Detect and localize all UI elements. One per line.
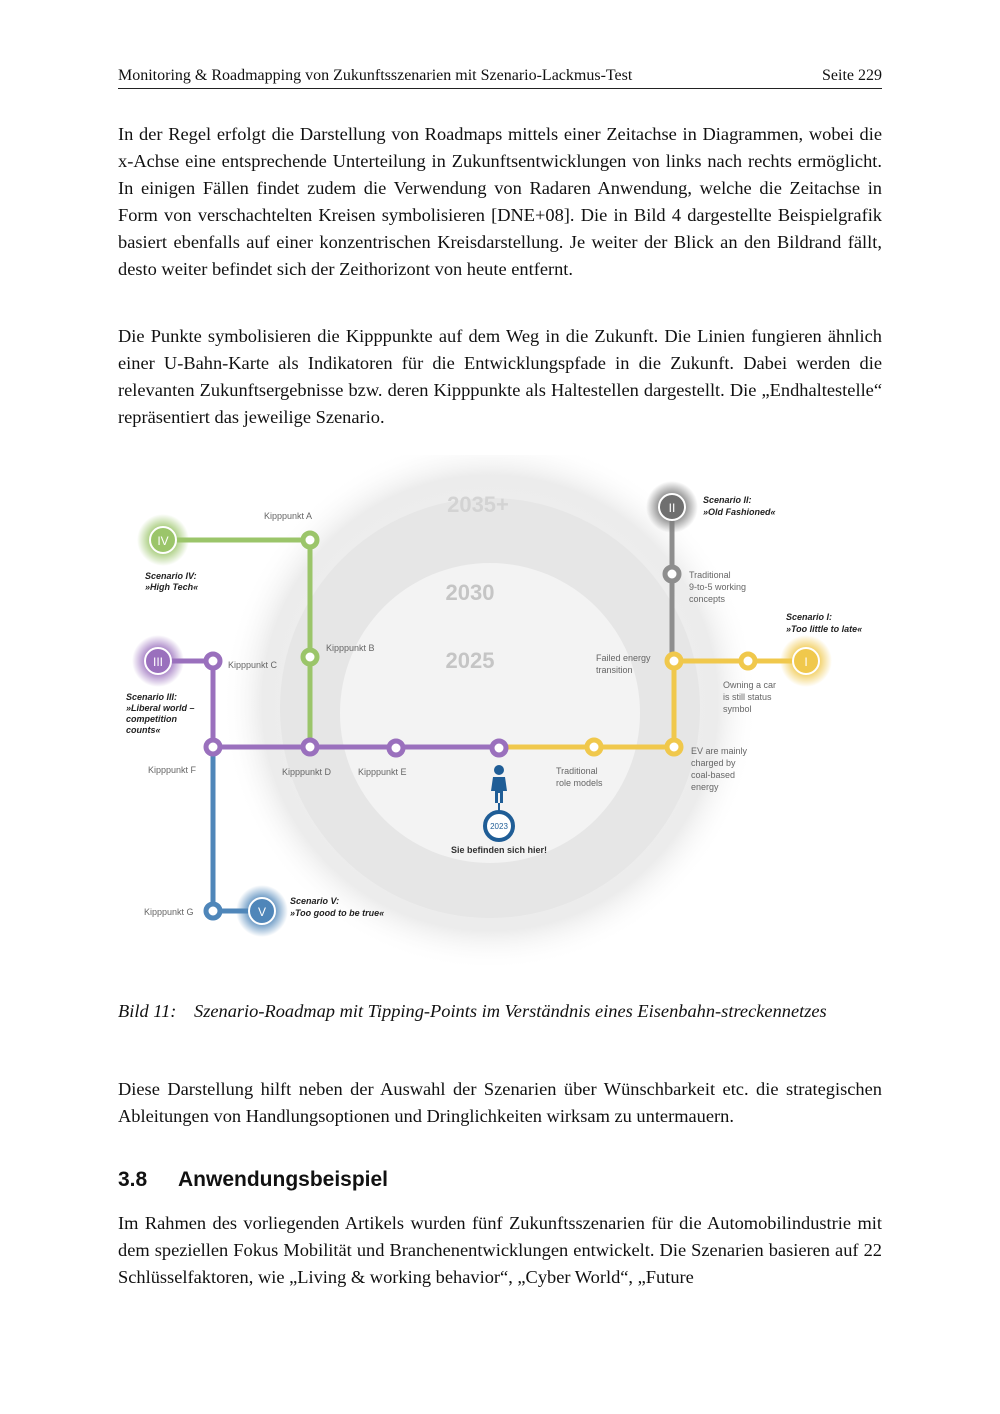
scenario-iii-numeral: III: [152, 655, 164, 669]
station-kipppunkt-e: [389, 741, 403, 755]
label-kipppunkt-e: Kipppunkt E: [358, 767, 407, 777]
label-kipppunkt-f: Kipppunkt F: [148, 765, 197, 775]
label-car-2: is still status: [723, 692, 772, 702]
label-working-1: Traditional: [689, 570, 731, 580]
roadmap-svg: [118, 455, 882, 965]
station-kipppunkt-b: [303, 650, 317, 664]
scenario-iv-title: Scenario IV:: [145, 571, 197, 581]
running-header: [118, 66, 882, 89]
scenario-iii-line2: competition: [126, 714, 177, 724]
ring-label-2025: 2025: [445, 648, 495, 673]
label-ev-3: coal-based: [691, 770, 736, 780]
paragraph-tipping-points: Die Punkte symbolisieren die Kipppunkte auf dem Weg in die Zukunft. Die Linien fungieren ähnlich einer U-Bahn-Karte als Indikatoren für die Entwicklungspfade in die Zukunft. Dabei werden die relevanten Zukunftsergebnisse bzw. deren Kipppunkte als Haltestellen dargestellt. Die „Endhaltestelle“ repräsentiert das jeweilige Szenario.: [118, 326, 882, 427]
station-kipppunkt-d: [303, 740, 317, 754]
paragraph-application-example: Im Rahmen des vorliegenden Artikels wurden fünf Zukunftsszenarien für die Automobilindustrie mit dem speziellen Fokus Mobilität und Branchenentwicklungen entwickelt. Die Szenarien basieren auf 22 Schlüsselfaktoren, wie „Living & working behavior“, „Cyber World“, „Future: [118, 1213, 882, 1287]
scenario-i-numeral: I: [804, 655, 808, 669]
label-kipppunkt-a: Kipppunkt A: [263, 511, 313, 521]
label-energy-2: transition: [596, 665, 633, 675]
label-ev-2: charged by: [691, 758, 736, 768]
label-kipppunkt-d: Kipppunkt D: [282, 767, 332, 777]
caption-text: Szenario-Roadmap mit Tipping-Points im Verständnis eines Eisenbahn-streckennetzes: [194, 1001, 827, 1021]
scenario-iii-line3: counts«: [126, 725, 161, 735]
label-working-2: 9-to-5 working: [689, 582, 747, 592]
station-kipppunkt-c: [206, 654, 220, 668]
label-kipppunkt-b: Kipppunkt B: [326, 643, 375, 653]
station-ev-coal: [667, 740, 681, 754]
label-car-1: Owning a car: [723, 680, 777, 690]
scenario-v-subtitle: »Too good to be true«: [290, 908, 385, 918]
year-2023-label: 2023: [490, 822, 508, 831]
station-present: [492, 741, 506, 755]
header-title: Monitoring & Roadmapping von Zukunftsszenarien mit Szenario-Lackmus-Test: [118, 67, 633, 84]
label-traditional-role-1: Traditional: [556, 766, 598, 776]
scenario-iv-subtitle: »High Tech«: [145, 582, 199, 592]
ring-label-2030: 2030: [445, 580, 495, 605]
label-kipppunkt-c: Kipppunkt C: [228, 660, 278, 670]
scenario-iii-title: Scenario III:: [126, 692, 178, 702]
station-failed-energy: [667, 654, 681, 668]
station-kipppunkt-g: [206, 904, 220, 918]
label-ev-4: energy: [691, 782, 719, 792]
label-energy-1: Failed energy: [596, 653, 651, 663]
scenario-roadmap-figure: [118, 455, 882, 965]
scenario-v-title: Scenario V:: [290, 896, 340, 906]
you-are-here-label: Sie befinden sich hier!: [450, 845, 548, 855]
station-traditional-working: [665, 567, 679, 581]
scenario-v-numeral: V: [257, 905, 267, 919]
label-kipppunkt-g: Kipppunkt G: [144, 907, 194, 917]
scenario-iii-line1: »Liberal world –: [126, 703, 195, 713]
caption-label: Bild 11:: [118, 1001, 177, 1021]
scenario-i-subtitle: »Too little to late«: [786, 624, 863, 634]
label-ev-1: EV are mainly: [691, 746, 748, 756]
scenario-ii-title: Scenario II:: [703, 495, 752, 505]
station-traditional-role-models: [587, 740, 601, 754]
paragraph-roadmap-intro: In der Regel erfolgt die Darstellung von Roadmaps mittels einer Zeitachse in Diagrammen, wobei die x-Achse eine entsprechende Unterteilung in Zukunftsentwicklungen von links nach rechts ermöglicht. In einigen Fällen findet zudem die Verwendung von Radaren Anwendung, welche die Zeitachse in Form von verschachtelten Kreisen symbolisieren [DNE+08]. Die in Bild 4 dargestellte Beispielgrafik basiert ebenfalls auf einer konzentrischen Kreisdarstellung. Je weiter der Blick an den Bildrand fällt, desto weiter befindet sich der Zeithorizont von heute entfernt.: [118, 124, 882, 279]
paragraph-strategic-derivations: Diese Darstellung hilft neben der Auswahl der Szenarien über Wünschbarkeit etc. die strategischen Ableitungen von Handlungsoptionen und Dringlichkeiten wirksam zu untermauern.: [118, 1079, 882, 1126]
scenario-iv-numeral: IV: [157, 534, 169, 548]
scenario-i-title: Scenario I:: [786, 612, 833, 622]
station-owning-car: [741, 654, 755, 668]
label-traditional-role-2: role models: [556, 778, 603, 788]
station-kipppunkt-f: [206, 740, 220, 754]
section-title: Anwendungsbeispiel: [178, 1168, 389, 1191]
section-number: 3.8: [118, 1168, 148, 1191]
label-car-3: symbol: [723, 704, 752, 714]
ring-label-2035: 2035+: [447, 492, 509, 517]
station-kipppunkt-a: [303, 533, 317, 547]
page-number: Seite 229: [822, 67, 882, 84]
scenario-ii-numeral: II: [668, 501, 676, 515]
label-working-3: concepts: [689, 594, 726, 604]
scenario-ii-subtitle: »Old Fashioned«: [703, 507, 776, 517]
